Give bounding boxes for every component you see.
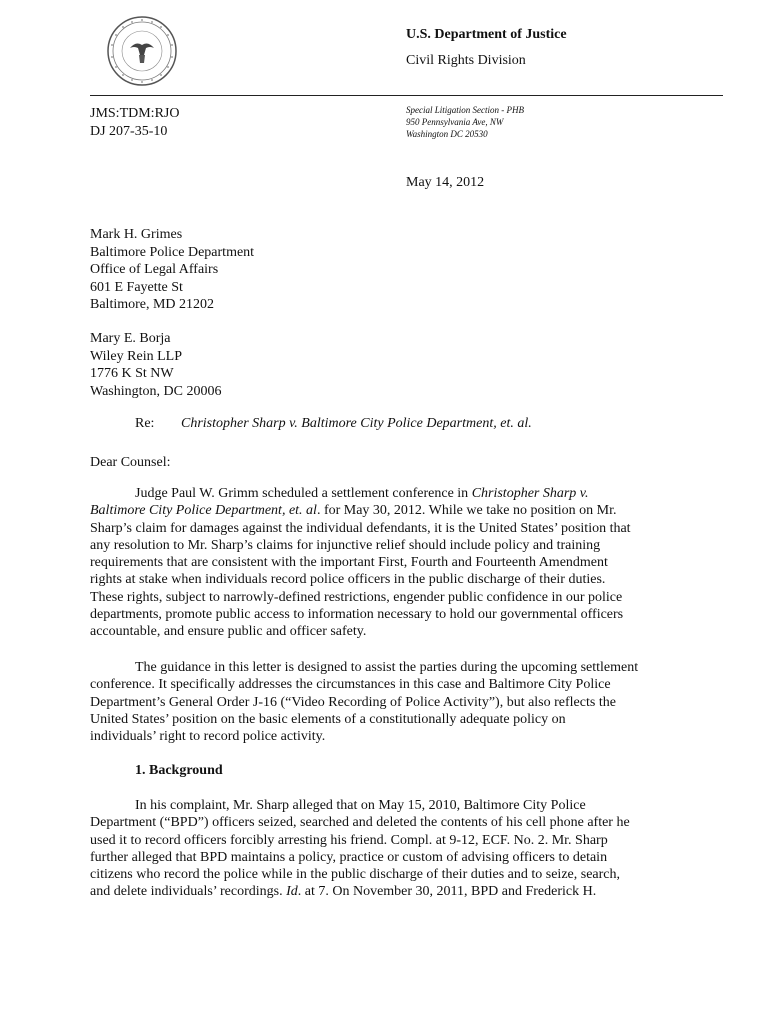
paragraph-2 bbox=[90, 659, 690, 745]
text-line: Baltimore City Police Department, et. al. for May 30, 2012. While we take no position on Mr. bbox=[90, 503, 617, 519]
paragraph-1 bbox=[90, 485, 690, 641]
text-line: These rights, subject to narrowly-defined restrictions, engender public confidence in our police bbox=[90, 589, 623, 605]
text-line: accountable, and ensure public and officer safety. bbox=[90, 624, 367, 640]
text-line: Department’s General Order J-16 (“Video Recording of Police Activity”), but also reflects the bbox=[90, 694, 616, 710]
division-name: Civil Rights Division bbox=[406, 53, 526, 68]
text-line: further alleged that BPD maintains a policy, practice or custom of advising officers to detain bbox=[90, 849, 608, 865]
text-line: individuals’ right to record police activity. bbox=[90, 729, 326, 745]
recipient-line: Baltimore, MD 21202 bbox=[90, 297, 215, 312]
reference-code: DJ 207-35-10 bbox=[90, 124, 168, 139]
address-line: Washington DC 20530 bbox=[406, 129, 488, 139]
section-address bbox=[406, 104, 524, 140]
doj-seal-icon bbox=[106, 15, 178, 87]
text-line: rights at stake when individuals record police officers in the public discharge of their duties. bbox=[90, 572, 606, 588]
text-line: requirements that are consistent with the important First, Fourth and Fourteenth Amendment bbox=[90, 555, 608, 571]
recipient-line: Baltimore Police Department bbox=[90, 244, 255, 260]
text-line: Sharp’s claim for damages against the individual defendants, it is the United States’ position that bbox=[90, 520, 631, 536]
section-heading-background: 1. Background bbox=[135, 763, 223, 778]
recipient-line: 1776 K St NW bbox=[90, 366, 174, 381]
recipient-line: Washington, DC 20006 bbox=[90, 383, 222, 399]
paragraph-3 bbox=[90, 797, 690, 901]
text-line: Department (“BPD”) officers seized, searched and deleted the contents of his cell phone after he bbox=[90, 815, 630, 831]
agency-name: U.S. Department of Justice bbox=[406, 27, 567, 42]
recipient-line: Mary E. Borja bbox=[90, 331, 171, 346]
text-line: United States’ position on the basic elements of a constitutionally adequate policy on bbox=[90, 711, 566, 727]
text-line: used it to record officers forcibly arresting his friend. Compl. at 9-12, ECF. No. 2. Mr. Sharp bbox=[90, 832, 608, 848]
text-line: and delete individuals’ recordings. Id. at 7. On November 30, 2011, BPD and Frederick H. bbox=[90, 884, 597, 900]
text-line: departments, promote public access to information necessary to hold our governmental officers bbox=[90, 607, 624, 623]
text-line: In his complaint, Mr. Sharp alleged that on May 15, 2010, Baltimore City Police bbox=[135, 798, 586, 813]
letter-date: May 14, 2012 bbox=[406, 175, 485, 190]
text-line: conference. It specifically addresses the circumstances in this case and Baltimore City Police bbox=[90, 677, 611, 693]
recipient-line: 601 E Fayette St bbox=[90, 279, 183, 295]
re-label: Re: bbox=[135, 416, 155, 431]
recipient-block-borja bbox=[90, 330, 221, 400]
text-line: Judge Paul W. Grimm scheduled a settlement conference in Christopher Sharp v. bbox=[135, 486, 589, 501]
address-line: 950 Pennsylvania Ave, NW bbox=[406, 117, 504, 127]
address-line: Special Litigation Section - PHB bbox=[406, 105, 524, 115]
header-divider bbox=[90, 95, 723, 96]
reference-codes bbox=[90, 105, 179, 141]
text-line: citizens who record the police while in the public discharge of their duties and to seize, search, bbox=[90, 867, 621, 883]
salutation: Dear Counsel: bbox=[90, 455, 171, 470]
recipient-line: Office of Legal Affairs bbox=[90, 262, 219, 277]
recipient-block-grimes bbox=[90, 226, 254, 314]
text-line: any resolution to Mr. Sharp’s claims for injunctive relief should include policy and training bbox=[90, 537, 601, 553]
reference-code: JMS:TDM:RJO bbox=[90, 106, 180, 121]
re-case-title: Christopher Sharp v. Baltimore City Police Department, et. al. bbox=[181, 416, 532, 431]
recipient-line: Wiley Rein LLP bbox=[90, 348, 182, 364]
text-line: The guidance in this letter is designed to assist the parties during the upcoming settlement bbox=[135, 660, 639, 675]
recipient-line: Mark H. Grimes bbox=[90, 227, 183, 242]
